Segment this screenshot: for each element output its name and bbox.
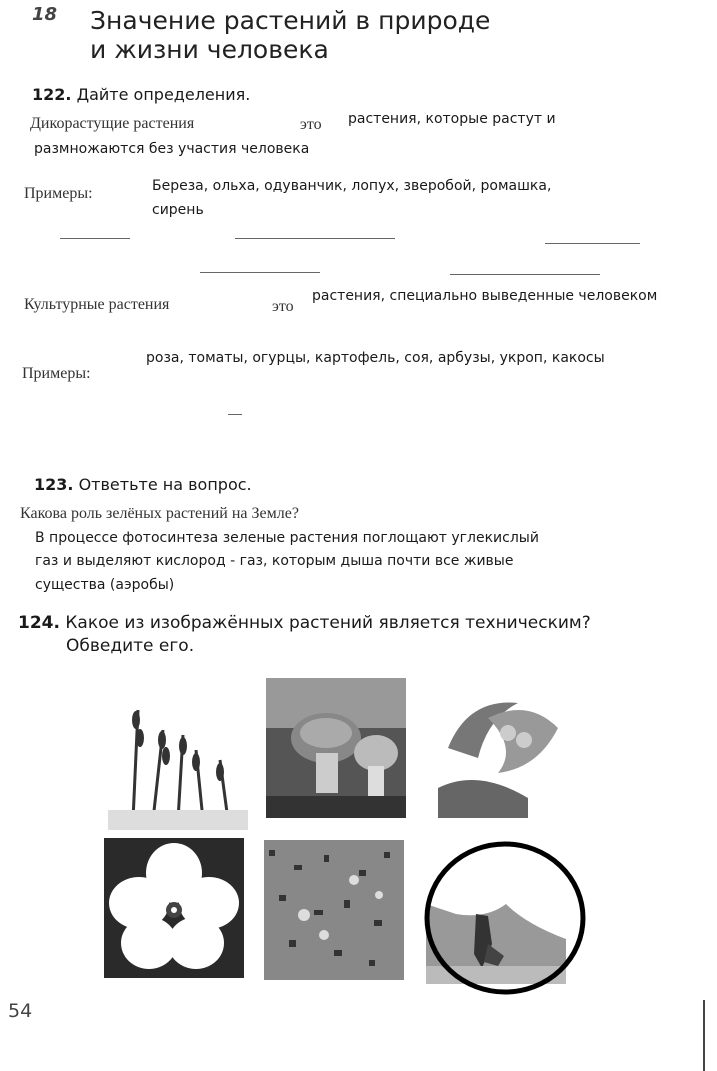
meadow-icon: [264, 840, 404, 980]
flower-icon: [104, 838, 244, 978]
blank-line: [60, 238, 130, 239]
task-123-answer-line1: В процессе фотосинтеза зеленые растения поглощают углекислый: [35, 530, 539, 546]
task-124-prompt-line2: Обведите его.: [66, 636, 195, 656]
section-number: 18: [32, 4, 58, 25]
task-122-heading: [32, 85, 250, 104]
task-123-number: 123.: [34, 475, 74, 494]
cultivated-examples-label: Примеры:: [22, 365, 91, 382]
task-123-question: Какова роль зелёных растений на Земле?: [20, 505, 299, 522]
page-number: 54: [8, 1000, 33, 1022]
wild-examples-line2: сирень: [152, 202, 204, 218]
meadow-image[interactable]: [264, 840, 404, 980]
pea-pod-image[interactable]: [428, 678, 568, 818]
wild-examples-label: Примеры:: [24, 185, 93, 202]
wild-term: Дикорастущие растения: [30, 115, 195, 132]
wild-definition-line1: растения, которые растут и: [348, 111, 556, 127]
cultivated-definition: растения, специально выведенные человеком: [312, 288, 658, 304]
answer-circle: [420, 838, 592, 1000]
task-124-prompt-line1: Какое из изображённых растений является техническим?: [65, 613, 591, 633]
mushroom-icon: [266, 678, 406, 818]
blank-line: [228, 414, 242, 415]
task-123-answer-line3: существа (аэробы): [35, 577, 175, 593]
task-124-heading: [18, 613, 591, 633]
pea-pod-icon: [428, 678, 568, 818]
mushroom-image[interactable]: [266, 678, 406, 818]
section-title-line2: и жизни человека: [90, 35, 329, 64]
task-124-number: 124.: [18, 613, 60, 633]
task-123-prompt: Ответьте на вопрос.: [78, 475, 252, 494]
cultivated-examples: роза, томаты, огурцы, картофель, соя, арбузы, укроп, какосы: [146, 350, 605, 366]
wheat-icon: [108, 690, 248, 830]
task-122-number: 122.: [32, 85, 72, 104]
flower-image[interactable]: [104, 838, 244, 978]
wild-definition-line2: размножаются без участия человека: [34, 141, 310, 157]
cultivated-connector: это: [272, 298, 294, 315]
blank-line: [450, 274, 600, 275]
wheat-image[interactable]: [108, 690, 248, 830]
task-122-prompt: Дайте определения.: [76, 85, 251, 104]
wild-examples-line1: Береза, ольха, одуванчик, лопух, зверобой, ромашка,: [152, 178, 552, 194]
task-123-answer-line2: газ и выделяют кислород - газ, которым дыша почти все живые: [35, 553, 514, 569]
task-123-heading: [34, 475, 252, 494]
blank-line: [545, 243, 640, 244]
section-title-line1: Значение растений в природе: [90, 6, 491, 35]
scan-edge: [703, 1000, 705, 1071]
cultivated-term: Культурные растения: [24, 296, 170, 313]
blank-line: [200, 272, 320, 273]
wild-connector: это: [300, 116, 322, 133]
blank-line: [235, 238, 395, 239]
